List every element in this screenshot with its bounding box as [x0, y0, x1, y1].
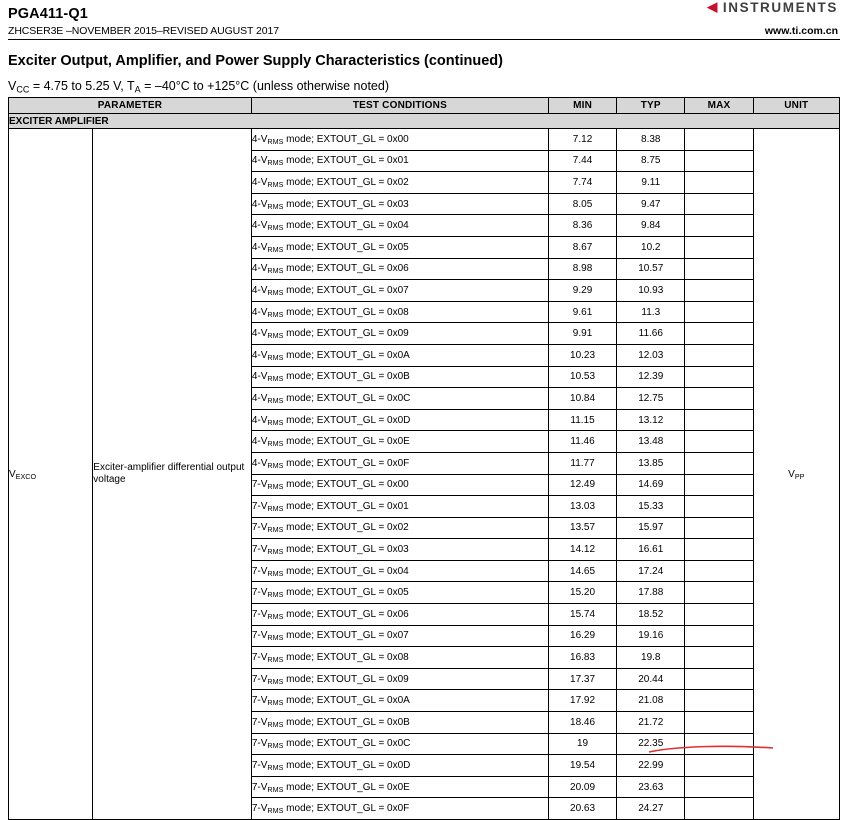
value-min: 20.63: [548, 798, 616, 820]
value-max: [685, 496, 753, 518]
value-max: [685, 776, 753, 798]
value-typ: 10.93: [617, 280, 685, 302]
page-header: [0, 0, 848, 39]
condition-mode: 4-V: [251, 198, 268, 210]
condition-register: mode; EXTOUT_GL = 0x05: [283, 241, 409, 253]
value-max: [685, 323, 753, 345]
test-condition-cell: [251, 366, 548, 388]
test-condition-cell: [251, 280, 548, 302]
value-typ: 13.12: [617, 409, 685, 431]
condition-subscript: RMS: [267, 438, 284, 448]
table-body: [9, 114, 840, 820]
value-max: [685, 150, 753, 172]
page-title: PGA411-Q1: [8, 6, 88, 22]
value-min: 11.77: [548, 452, 616, 474]
condition-register: mode; EXTOUT_GL = 0x0A: [283, 349, 410, 361]
table-header-row: [9, 98, 840, 114]
cond-vcc-subscript: CC: [16, 84, 30, 95]
condition-mode: 4-V: [251, 176, 268, 188]
cond-vcc-symbol: V: [8, 79, 17, 93]
value-max: [685, 625, 753, 647]
value-typ: 10.2: [617, 236, 685, 258]
value-typ: 9.84: [617, 215, 685, 237]
value-min: 13.03: [548, 496, 616, 518]
condition-subscript: RMS: [267, 762, 284, 772]
condition-mode: 4-V: [251, 392, 268, 404]
test-conditions-line: [8, 79, 840, 93]
test-condition-cell: [251, 798, 548, 820]
test-condition-cell: [251, 690, 548, 712]
value-typ: 10.57: [617, 258, 685, 280]
condition-subscript: RMS: [267, 158, 284, 168]
test-condition-cell: [251, 517, 548, 539]
condition-register: mode; EXTOUT_GL = 0x08: [283, 652, 409, 664]
test-condition-cell: [251, 431, 548, 453]
value-typ: 14.69: [617, 474, 685, 496]
condition-subscript: RMS: [267, 590, 284, 600]
test-condition-cell: [251, 582, 548, 604]
value-min: 15.74: [548, 604, 616, 626]
condition-mode: 7-V: [251, 544, 268, 556]
condition-subscript: RMS: [267, 222, 284, 232]
value-max: [685, 604, 753, 626]
value-max: [685, 129, 753, 151]
col-header-max: MAX: [685, 98, 753, 114]
value-typ: 12.03: [617, 344, 685, 366]
ti-logo-text: INSTRUMENTS: [722, 0, 838, 15]
test-condition-cell: [251, 755, 548, 777]
value-typ: 24.27: [617, 798, 685, 820]
value-min: 9.91: [548, 323, 616, 345]
condition-register: mode; EXTOUT_GL = 0x00: [283, 479, 409, 491]
condition-subscript: RMS: [267, 244, 284, 254]
parameter-description: Exciter-amplifier differential output voltage: [93, 129, 252, 820]
condition-mode: 4-V: [251, 457, 268, 469]
test-condition-cell: [251, 388, 548, 410]
condition-register: mode; EXTOUT_GL = 0x01: [283, 155, 409, 167]
condition-subscript: RMS: [267, 460, 284, 470]
condition-mode: 7-V: [251, 738, 268, 750]
value-min: 14.65: [548, 560, 616, 582]
condition-mode: 4-V: [251, 155, 268, 167]
test-condition-cell: [251, 496, 548, 518]
test-condition-cell: [251, 625, 548, 647]
value-min: 11.46: [548, 431, 616, 453]
condition-register: mode; EXTOUT_GL = 0x0E: [283, 781, 410, 793]
condition-subscript: RMS: [267, 330, 284, 340]
value-max: [685, 172, 753, 194]
condition-subscript: RMS: [267, 525, 284, 535]
condition-mode: 7-V: [251, 522, 268, 534]
condition-subscript: RMS: [267, 546, 284, 556]
condition-mode: 7-V: [251, 608, 268, 620]
value-min: 8.67: [548, 236, 616, 258]
value-min: 17.92: [548, 690, 616, 712]
value-typ: 22.35: [617, 733, 685, 755]
value-max: [685, 668, 753, 690]
value-typ: 17.24: [617, 560, 685, 582]
value-max: [685, 344, 753, 366]
value-typ: 17.88: [617, 582, 685, 604]
value-typ: 19.16: [617, 625, 685, 647]
value-min: 8.36: [548, 215, 616, 237]
condition-mode: 7-V: [251, 760, 268, 772]
condition-register: mode; EXTOUT_GL = 0x06: [283, 608, 409, 620]
condition-register: mode; EXTOUT_GL = 0x04: [283, 565, 409, 577]
condition-subscript: RMS: [267, 719, 284, 729]
value-min: 12.49: [548, 474, 616, 496]
condition-mode: 7-V: [251, 565, 268, 577]
condition-subscript: RMS: [267, 741, 284, 751]
condition-mode: 4-V: [251, 371, 268, 383]
condition-subscript: RMS: [267, 698, 284, 708]
value-max: [685, 582, 753, 604]
value-typ: 20.44: [617, 668, 685, 690]
test-condition-cell: [251, 733, 548, 755]
condition-subscript: RMS: [267, 374, 284, 384]
value-typ: 12.39: [617, 366, 685, 388]
value-min: 10.23: [548, 344, 616, 366]
condition-subscript: RMS: [267, 568, 284, 578]
specification-table: [8, 97, 840, 820]
condition-register: mode; EXTOUT_GL = 0x0C: [283, 738, 411, 750]
value-typ: 12.75: [617, 388, 685, 410]
condition-subscript: RMS: [267, 611, 284, 621]
ti-url-link[interactable]: www.ti.com.cn: [764, 25, 838, 37]
test-condition-cell: [251, 712, 548, 734]
value-max: [685, 712, 753, 734]
col-header-parameter: PARAMETER: [9, 98, 252, 114]
test-condition-cell: [251, 474, 548, 496]
condition-register: mode; EXTOUT_GL = 0x03: [283, 544, 409, 556]
value-max: [685, 539, 753, 561]
test-condition-cell: [251, 344, 548, 366]
value-typ: 13.85: [617, 452, 685, 474]
parameter-symbol: [9, 129, 93, 820]
condition-register: mode; EXTOUT_GL = 0x0A: [283, 695, 410, 707]
test-condition-cell: [251, 668, 548, 690]
value-max: [685, 474, 753, 496]
test-condition-cell: [251, 452, 548, 474]
condition-register: mode; EXTOUT_GL = 0x02: [283, 176, 409, 188]
condition-subscript: RMS: [267, 417, 284, 427]
ti-logo-arrow-icon: ◀: [707, 0, 719, 14]
test-condition-cell: [251, 323, 548, 345]
value-min: 17.37: [548, 668, 616, 690]
condition-mode: 7-V: [251, 781, 268, 793]
test-condition-cell: [251, 604, 548, 626]
condition-mode: 7-V: [251, 630, 268, 642]
unit-base: V: [788, 468, 795, 480]
value-min: 19.54: [548, 755, 616, 777]
test-condition-cell: [251, 258, 548, 280]
value-typ: 9.11: [617, 172, 685, 194]
condition-mode: 4-V: [251, 133, 268, 145]
value-max: [685, 409, 753, 431]
value-typ: 22.99: [617, 755, 685, 777]
condition-register: mode; EXTOUT_GL = 0x09: [283, 328, 409, 340]
condition-register: mode; EXTOUT_GL = 0x06: [283, 263, 409, 275]
test-condition-cell: [251, 409, 548, 431]
condition-register: mode; EXTOUT_GL = 0x0C: [283, 392, 411, 404]
cond-text-2: = –40°C to +125°C (unless otherwise noted): [140, 79, 389, 93]
value-max: [685, 560, 753, 582]
value-typ: 9.47: [617, 193, 685, 215]
value-min: 9.29: [548, 280, 616, 302]
value-max: [685, 236, 753, 258]
table-row: [9, 129, 840, 151]
value-typ: 8.38: [617, 129, 685, 151]
condition-subscript: RMS: [267, 179, 284, 189]
condition-mode: 4-V: [251, 349, 268, 361]
condition-mode: 4-V: [251, 436, 268, 448]
value-typ: 15.33: [617, 496, 685, 518]
condition-mode: 7-V: [251, 673, 268, 685]
section-heading: Exciter Output, Amplifier, and Power Supply Characteristics (continued): [8, 53, 503, 69]
value-typ: 11.66: [617, 323, 685, 345]
value-min: 8.98: [548, 258, 616, 280]
test-condition-cell: [251, 776, 548, 798]
value-min: 18.46: [548, 712, 616, 734]
value-max: [685, 798, 753, 820]
literature-number: ZHCSER3E –NOVEMBER 2015–REVISED AUGUST 2017: [8, 25, 279, 37]
condition-mode: 7-V: [251, 716, 268, 728]
condition-subscript: RMS: [267, 654, 284, 664]
condition-subscript: RMS: [267, 136, 284, 146]
condition-subscript: RMS: [267, 676, 284, 686]
condition-subscript: RMS: [267, 482, 284, 492]
condition-register: mode; EXTOUT_GL = 0x09: [283, 673, 409, 685]
condition-register: mode; EXTOUT_GL = 0x08: [283, 306, 409, 318]
value-typ: 21.08: [617, 690, 685, 712]
condition-subscript: RMS: [267, 309, 284, 319]
value-max: [685, 366, 753, 388]
test-condition-cell: [251, 172, 548, 194]
value-min: 13.57: [548, 517, 616, 539]
value-max: [685, 193, 753, 215]
col-header-test-conditions: TEST CONDITIONS: [251, 98, 548, 114]
condition-register: mode; EXTOUT_GL = 0x0B: [283, 371, 410, 383]
value-min: 10.84: [548, 388, 616, 410]
value-max: [685, 755, 753, 777]
unit-subscript: PP: [794, 471, 805, 481]
value-max: [685, 388, 753, 410]
header-subline: [8, 25, 838, 39]
value-min: 11.15: [548, 409, 616, 431]
value-min: 9.61: [548, 301, 616, 323]
test-condition-cell: [251, 215, 548, 237]
value-max: [685, 733, 753, 755]
value-max: [685, 431, 753, 453]
value-min: 16.83: [548, 647, 616, 669]
condition-register: mode; EXTOUT_GL = 0x0E: [283, 436, 410, 448]
test-condition-cell: [251, 560, 548, 582]
condition-mode: 7-V: [251, 500, 268, 512]
condition-register: mode; EXTOUT_GL = 0x0F: [283, 457, 410, 469]
condition-subscript: RMS: [267, 503, 284, 513]
condition-register: mode; EXTOUT_GL = 0x07: [283, 284, 409, 296]
symbol-subscript: EXCO: [15, 471, 37, 481]
test-condition-cell: [251, 647, 548, 669]
header-divider: [8, 39, 840, 40]
condition-mode: 7-V: [251, 652, 268, 664]
value-max: [685, 215, 753, 237]
condition-mode: 7-V: [251, 479, 268, 491]
value-max: [685, 452, 753, 474]
condition-mode: 7-V: [251, 803, 268, 815]
value-typ: 23.63: [617, 776, 685, 798]
condition-subscript: RMS: [267, 201, 284, 211]
value-min: 16.29: [548, 625, 616, 647]
condition-mode: 4-V: [251, 284, 268, 296]
test-condition-cell: [251, 193, 548, 215]
condition-mode: 7-V: [251, 695, 268, 707]
value-typ: 19.8: [617, 647, 685, 669]
test-condition-cell: [251, 129, 548, 151]
ti-logo: [707, 0, 838, 16]
value-min: 20.09: [548, 776, 616, 798]
unit-cell: [753, 129, 839, 820]
value-min: 15.20: [548, 582, 616, 604]
value-max: [685, 280, 753, 302]
condition-register: mode; EXTOUT_GL = 0x04: [283, 220, 409, 232]
value-typ: 18.52: [617, 604, 685, 626]
value-typ: 13.48: [617, 431, 685, 453]
col-header-min: MIN: [548, 98, 616, 114]
condition-register: mode; EXTOUT_GL = 0x0D: [283, 760, 411, 772]
condition-mode: 7-V: [251, 587, 268, 599]
value-typ: 8.75: [617, 150, 685, 172]
condition-subscript: RMS: [267, 806, 284, 815]
value-min: 8.05: [548, 193, 616, 215]
value-max: [685, 258, 753, 280]
value-max: [685, 690, 753, 712]
test-condition-cell: [251, 150, 548, 172]
value-min: 7.12: [548, 129, 616, 151]
condition-mode: 4-V: [251, 263, 268, 275]
value-min: 10.53: [548, 366, 616, 388]
condition-subscript: RMS: [267, 784, 284, 794]
condition-subscript: RMS: [267, 395, 284, 405]
value-typ: 15.97: [617, 517, 685, 539]
value-min: 7.74: [548, 172, 616, 194]
symbol-base: V: [9, 468, 16, 480]
condition-mode: 4-V: [251, 328, 268, 340]
condition-mode: 4-V: [251, 241, 268, 253]
test-condition-cell: [251, 236, 548, 258]
condition-mode: 4-V: [251, 414, 268, 426]
condition-subscript: RMS: [267, 352, 284, 362]
condition-register: mode; EXTOUT_GL = 0x07: [283, 630, 409, 642]
value-max: [685, 647, 753, 669]
condition-mode: 4-V: [251, 220, 268, 232]
value-min: 19: [548, 733, 616, 755]
condition-subscript: RMS: [267, 633, 284, 643]
cond-text-1: = 4.75 to 5.25 V, T: [29, 79, 135, 93]
value-max: [685, 517, 753, 539]
condition-register: mode; EXTOUT_GL = 0x00: [283, 133, 409, 145]
cond-ta-subscript: A: [134, 84, 141, 95]
condition-register: mode; EXTOUT_GL = 0x0F: [283, 803, 410, 815]
col-header-typ: TYP: [617, 98, 685, 114]
value-min: 7.44: [548, 150, 616, 172]
value-max: [685, 301, 753, 323]
test-condition-cell: [251, 539, 548, 561]
value-typ: 16.61: [617, 539, 685, 561]
value-typ: 11.3: [617, 301, 685, 323]
condition-register: mode; EXTOUT_GL = 0x05: [283, 587, 409, 599]
table-group-row: [9, 114, 840, 129]
col-header-unit: UNIT: [753, 98, 839, 114]
condition-mode: 4-V: [251, 306, 268, 318]
condition-register: mode; EXTOUT_GL = 0x0B: [283, 716, 410, 728]
test-condition-cell: [251, 301, 548, 323]
condition-subscript: RMS: [267, 287, 284, 297]
condition-register: mode; EXTOUT_GL = 0x01: [283, 500, 409, 512]
condition-register: mode; EXTOUT_GL = 0x02: [283, 522, 409, 534]
group-label-exciter-amplifier: EXCITER AMPLIFIER: [9, 114, 840, 129]
value-min: 14.12: [548, 539, 616, 561]
value-typ: 21.72: [617, 712, 685, 734]
condition-subscript: RMS: [267, 266, 284, 276]
condition-register: mode; EXTOUT_GL = 0x03: [283, 198, 409, 210]
condition-register: mode; EXTOUT_GL = 0x0D: [283, 414, 411, 426]
